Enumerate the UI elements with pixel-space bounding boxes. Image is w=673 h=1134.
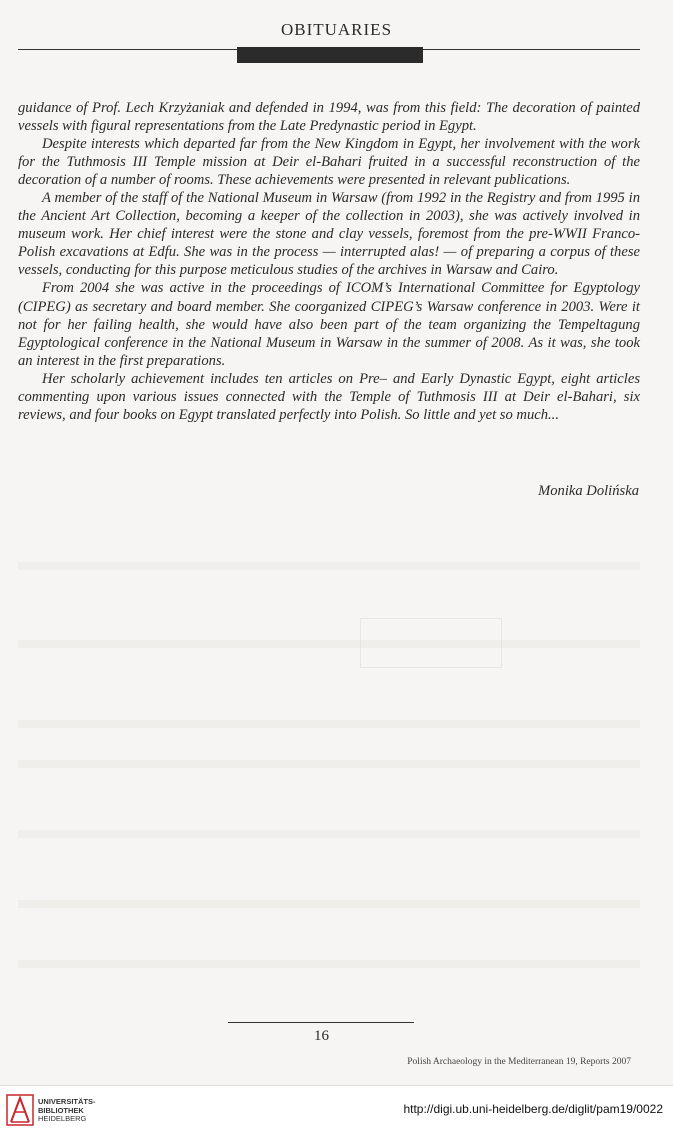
- footer-rule: [228, 1022, 414, 1023]
- bleed-through: [18, 640, 640, 648]
- paragraph: guidance of Prof. Lech Krzyżaniak and defended in 1994, was from this field: The decoration of painted vessels with figural representations from the Late Predynastic period in Egypt.: [18, 100, 640, 135]
- header-bar: [237, 47, 423, 63]
- paragraph: Her scholarly achievement includes ten articles on Pre– and Early Dynastic Egypt, eight articles commenting upon various issues connected with the Temple of Tuthmosis III at Deir el-Bahari, six reviews, and four books on Egypt translated perfectly into Polish. So little and yet so much...: [18, 370, 640, 423]
- library-name: [38, 1098, 96, 1124]
- source-url-link[interactable]: http://digi.ub.uni-heidelberg.de/diglit/pam19/0022: [403, 1102, 663, 1116]
- bleed-through: [18, 562, 640, 570]
- running-header: OBITUARIES: [280, 20, 393, 39]
- bleed-through: [18, 720, 640, 728]
- bleed-through: [18, 960, 640, 968]
- page-number: 16: [314, 1028, 329, 1044]
- library-name-line: BIBLIOTHEK: [38, 1105, 84, 1115]
- paragraph: A member of the staff of the National Museum in Warsaw (from 1992 in the Registry and from 1995 in the Ancient Art Collection, becoming a keeper of the collection in 2003), she was actively involved in museum work. Her chief interest were the stone and clay vessels, foremost from the pre-WWII Franco-Polish excavations at Edfu. She was in the process — interrupted alas! — of preparing a corpus of these vessels, conducting for this purpose meticulous studies of the archives in Warsaw and Cairo.: [18, 190, 640, 279]
- heidelberg-library-logo-icon[interactable]: [6, 1094, 34, 1126]
- journal-reference: Polish Archaeology in the Mediterranean 19, Reports 2007: [407, 1057, 631, 1067]
- bleed-through: [18, 900, 640, 908]
- library-name-line: HEIDELBERG: [38, 1114, 87, 1123]
- bleed-through-box: [360, 618, 502, 668]
- paragraph: Despite interests which departed far from the New Kingdom in Egypt, her involvement with the work for the Tuthmosis III Temple mission at Deir el-Bahari fruited in a successful reconstruction of the decoration of a number of rooms. These achievements were presented in relevant publications.: [18, 136, 640, 189]
- library-name-line: UNIVERSITÄTS-: [38, 1097, 96, 1106]
- author-signature: Monika Dolińska: [538, 483, 639, 499]
- library-footer-bar: [0, 1085, 673, 1134]
- article-body: [18, 99, 640, 424]
- bleed-through: [18, 830, 640, 838]
- paragraph: From 2004 she was active in the proceedings of ICOM’s International Committee for Egyptology (CIPEG) as secretary and board member. She coorganized CIPEG’s Warsaw conference in 2003. Were it not for her failing health, she would have also been part of the team organizing the Tempeltagung Egyptological conference in the National Museum in Warsaw in the summer of 2008. As it was, she took an interest in the first preparations.: [18, 280, 640, 369]
- bleed-through: [18, 760, 640, 768]
